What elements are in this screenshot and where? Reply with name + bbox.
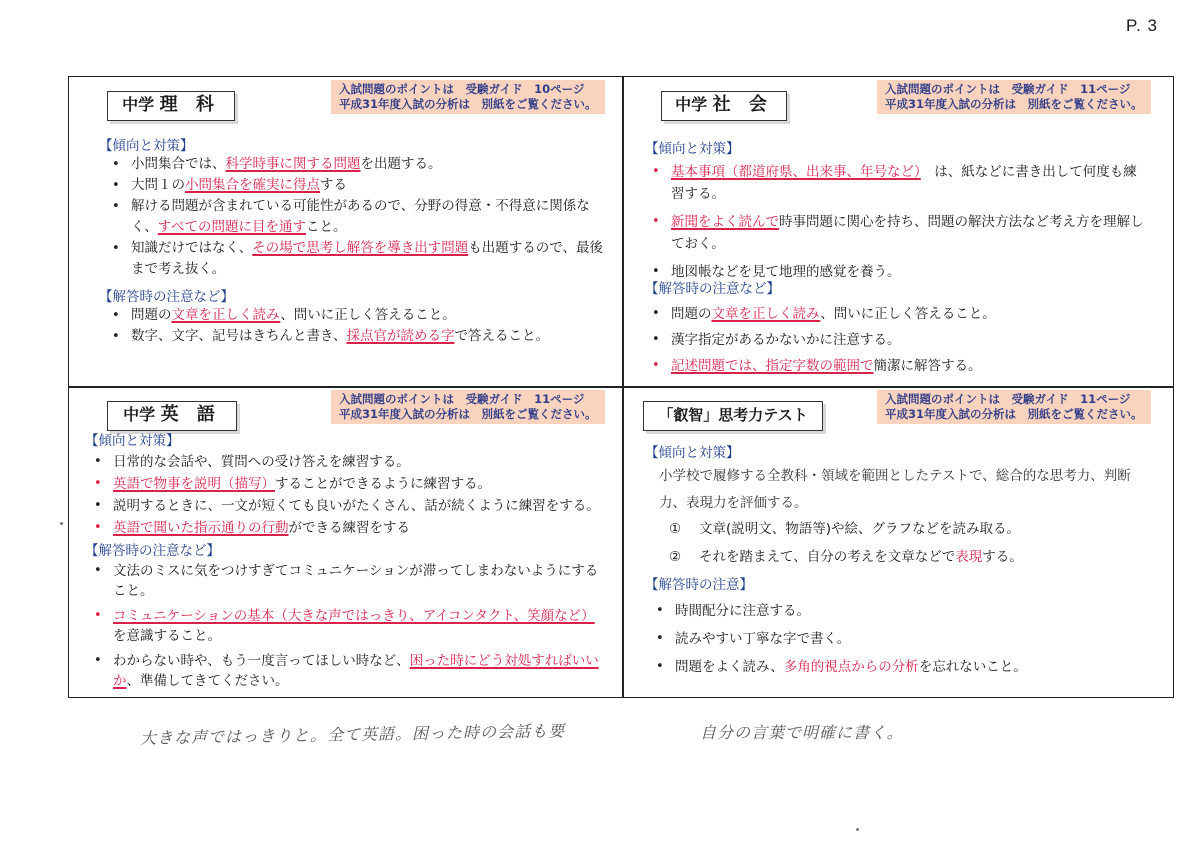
social-guide-line1: 入試問題のポイントは 受験ガイド 11ページ (885, 82, 1131, 96)
numbered-item: ② それを踏まえて、自分の考えを文章などで表現する。 (669, 549, 1023, 565)
list-item: • 基本事項（都道府県、出来事、年号など） は、紙などに書き出して何度も練習する。 (649, 161, 1149, 205)
science-title-prefix: 中学 (122, 95, 155, 114)
english-guide-line1: 入試問題のポイントは 受験ガイド 11ページ (339, 392, 585, 406)
list-item: • 問題の文章を正しく読み、問いに正しく答えること。 (649, 301, 1149, 327)
social-guide-note (877, 80, 1151, 114)
english-title (107, 401, 237, 431)
list-item: • 時間配分に注意する。 (653, 597, 1153, 625)
list-item: • 日常的な会話や、質問への受け答えを練習する。 (91, 451, 611, 473)
social-title-main: 社 会 (712, 94, 773, 115)
list-item: • 文法のミスに気をつけすぎてコミュニケーションが滞ってしまわないようにすること。 (91, 561, 599, 601)
english-guide-line2: 平成31年度入試の分析は 別紙をご覧ください。 (339, 407, 597, 421)
list-item: • 大問１の小問集合を確実に得点する (109, 175, 609, 196)
thinking-numbered-list (669, 517, 1023, 569)
list-item: • わからない時や、もう一度言ってほしい時など、困った時にどう対処すればいいか、準備してきてください。 (91, 651, 599, 691)
list-item: • 数字、文字、記号はきちんと書き、採点官が読める字で答えること。 (109, 326, 609, 347)
english-section2-heading: 【解答時の注意など】 (85, 543, 220, 559)
list-item: • 英語で聞いた指示通りの行動ができる練習をする (91, 517, 611, 539)
list-item: • 説明するときに、一文が短くても良いがたくさん、話が続くように練習をする。 (91, 495, 611, 517)
list-item: • 問題をよく読み、多角的視点からの分析を忘れないこと。 (653, 653, 1153, 681)
list-item: • 読みやすい丁寧な字で書く。 (653, 625, 1153, 653)
social-title-prefix: 中学 (675, 95, 708, 114)
science-guide-line2: 平成31年度入試の分析は 別紙をご覧ください。 (339, 97, 597, 111)
page-number: P. 3 (1125, 16, 1158, 35)
scan-speck (60, 522, 63, 525)
thinking-description: 小学校で履修する全教科・領域を範囲としたテストで、総合的な思考力、判断力、表現力を評価する。 (659, 468, 1131, 511)
social-section1-heading: 【傾向と対策】 (645, 141, 740, 157)
numbered-item: ① 文章(説明文、物語等)や絵、グラフなどを読み取る。 (669, 521, 1021, 537)
panel-english (69, 387, 622, 699)
science-title-main: 理 科 (159, 94, 220, 115)
scan-speck (856, 828, 859, 831)
thinking-guide-line2: 平成31年度入試の分析は 別紙をご覧ください。 (885, 407, 1143, 421)
thinking-test-title: 「叡智」思考力テスト (643, 401, 823, 431)
list-item: • コミュニケーションの基本（大きな声ではっきり、アイコンタクト、笑顔など）を意識すること。 (91, 606, 599, 646)
panel-social (623, 77, 1175, 386)
science-title (107, 91, 235, 121)
handwritten-note-right: 自分の言葉で明確に書く。 (700, 723, 904, 742)
science-guide-note (331, 80, 605, 114)
handwritten-note-left: 大きな声ではっきりと。全て英語。困った時の会話も要 (139, 721, 566, 748)
list-item: • 小問集合では、科学時事に関する問題を出題する。 (109, 154, 609, 175)
science-section2-heading: 【解答時の注意など】 (99, 289, 234, 305)
panel-thinking-test (623, 387, 1175, 699)
science-guide-line1: 入試問題のポイントは 受験ガイド 10ページ (339, 82, 585, 96)
list-item: • 英語で物事を説明（描写）することができるように練習する。 (91, 473, 611, 495)
english-section1-heading: 【傾向と対策】 (85, 433, 180, 449)
english-answer-list (91, 561, 599, 691)
social-guide-line2: 平成31年度入試の分析は 別紙をご覧ください。 (885, 97, 1143, 111)
thinking-guide-note (877, 390, 1151, 424)
social-title (661, 91, 787, 121)
science-answer-list (109, 305, 609, 347)
english-tips-list (91, 451, 611, 539)
english-guide-note (331, 390, 605, 424)
list-item: • 地図帳などを見て地理的感覚を養う。 (649, 261, 1149, 283)
social-answer-list (649, 301, 1149, 379)
english-title-main: 英 語 (160, 404, 221, 425)
science-tips-list (109, 154, 609, 280)
list-item: • 解ける問題が含まれている可能性があるので、分野の得意・不得意に関係なく、すべての問題に目を通すこと。 (109, 196, 609, 238)
social-tips-list (649, 161, 1149, 283)
english-title-prefix: 中学 (123, 405, 156, 424)
list-item: • 知識だけではなく、その場で思考し解答を導き出す問題も出題するので、最後まで考え抜く。 (109, 238, 609, 280)
list-item: • 新聞をよく読んで時事問題に関心を持ち、問題の解決方法など考え方を理解しておく。 (649, 211, 1149, 255)
subject-grid (68, 76, 1174, 698)
thinking-guide-line1: 入試問題のポイントは 受験ガイド 11ページ (885, 392, 1131, 406)
social-section2-heading: 【解答時の注意など】 (645, 281, 780, 297)
thinking-answer-list (653, 597, 1153, 681)
list-item: • 問題の文章を正しく読み、問いに正しく答えること。 (109, 305, 609, 326)
panel-science (69, 77, 622, 386)
list-item: • 漢字指定があるかないかに注意する。 (649, 327, 1149, 353)
thinking-section2-heading: 【解答時の注意】 (645, 577, 753, 593)
thinking-section1-heading: 【傾向と対策】 (645, 445, 740, 461)
list-item: • 記述問題では、指定字数の範囲で簡潔に解答する。 (649, 353, 1149, 379)
science-section1-heading: 【傾向と対策】 (99, 138, 194, 154)
